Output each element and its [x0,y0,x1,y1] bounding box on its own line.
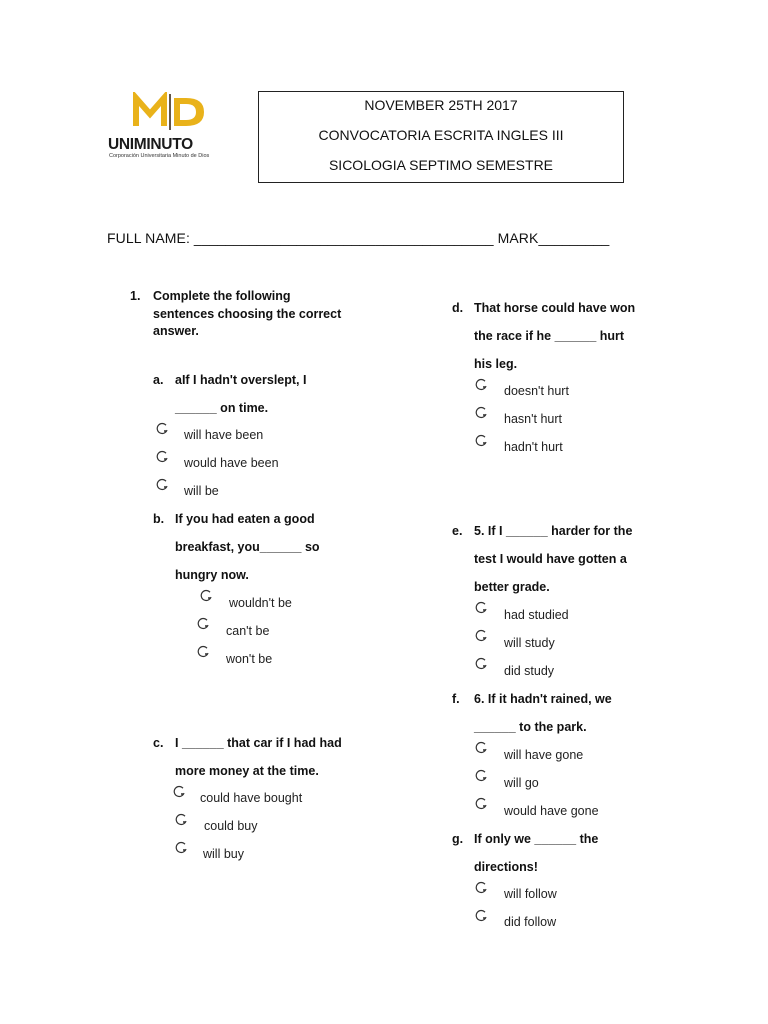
radio-button-icon[interactable] [475,797,488,810]
logo-tagline: Corporación Universitaria Minuto de Dios [109,153,210,159]
question-g-line-2: directions! [474,860,538,874]
question-f-line-2: ______ to the park. [474,720,587,734]
radio-button-icon[interactable] [175,841,188,854]
question-f-line-1: 6. If it hadn't rained, we [474,692,612,706]
question-e-letter: e. [452,524,463,538]
question-a-line-1: aIf I hadn't overslept, I [175,373,307,387]
instruction-number: 1. [130,289,141,303]
uniminuto-logo [106,92,221,162]
question-c-line-1: I ______ that car if I had had [175,736,342,750]
question-c-line-2: more money at the time. [175,764,319,778]
question-d-option-2: hasn't hurt [504,412,562,426]
question-b-line-1: If you had eaten a good [175,512,315,526]
radio-button-icon[interactable] [156,450,169,463]
instruction-line-1: Complete the following [153,289,291,303]
question-g-line-1: If only we ______ the [474,832,599,846]
exam-header [258,91,624,183]
question-b-option-3: won't be [226,652,273,666]
question-g-option-2: did follow [504,915,557,929]
radio-button-icon[interactable] [156,422,169,435]
radio-button-icon[interactable] [175,813,188,826]
question-d-option-3: hadn't hurt [504,440,563,454]
question-a-option-1: will have been [184,428,264,442]
question-d-option-1: doesn't hurt [504,384,569,398]
radio-button-icon[interactable] [475,741,488,754]
question-c-letter: c. [153,736,164,750]
question-g-option-1: will follow [504,887,557,901]
question-e-line-3: better grade. [474,580,550,594]
radio-button-icon[interactable] [197,645,210,658]
radio-button-icon[interactable] [475,657,488,670]
question-b-option-1: wouldn't be [229,596,292,610]
question-d-line-1: That horse could have won [474,301,636,315]
radio-button-icon[interactable] [475,601,488,614]
exam-subtitle: SICOLOGIA SEPTIMO SEMESTRE [328,157,554,173]
question-f-letter: f. [452,692,460,706]
question-f-option-2: will go [504,776,539,790]
question-e-line-2: test I would have gotten a [474,552,627,566]
question-f-option-3: would have gone [504,804,599,818]
instruction-line-3: answer. [153,324,199,338]
logo-brand-text: UNIMINUTO [108,136,193,153]
question-g-letter: g. [452,832,464,846]
radio-button-icon[interactable] [156,478,169,491]
question-d-letter: d. [452,301,464,315]
question-b-letter: b. [153,512,165,526]
radio-button-icon[interactable] [475,881,488,894]
question-a-option-3: will be [184,484,219,498]
question-e-line-1: 5. If I ______ harder for the [474,524,633,538]
radio-button-icon[interactable] [475,406,488,419]
radio-button-icon[interactable] [475,434,488,447]
instruction-line-2: sentences choosing the correct [153,307,342,321]
md-logo-icon [130,92,220,130]
question-e-option-2: will study [504,636,555,650]
question-c-option-3: will buy [203,847,244,861]
exam-date: NOVEMBER 25TH 2017 [364,97,518,113]
question-c-option-1: could have bought [200,791,303,805]
question-a-letter: a. [153,373,164,387]
question-d-line-3: his leg. [474,357,518,371]
question-e-option-3: did study [504,664,555,678]
question-a-option-2: would have been [184,456,279,470]
question-b-line-2: breakfast, you______ so [175,540,320,554]
question-d-line-2: the race if he ______ hurt [474,329,625,343]
radio-button-icon[interactable] [200,589,213,602]
question-f-option-1: will have gone [504,748,584,762]
radio-button-icon[interactable] [475,909,488,922]
full-name-field[interactable]: FULL NAME: ______________________________________ MARK_________ [107,230,610,246]
question-c-option-2: could buy [204,819,258,833]
radio-button-icon[interactable] [475,769,488,782]
question-e-option-1: had studied [504,608,569,622]
radio-button-icon[interactable] [197,617,210,630]
question-a-line-2: ______ on time. [175,401,269,415]
radio-button-icon[interactable] [475,378,488,391]
question-b-option-2: can't be [226,624,270,638]
radio-button-icon[interactable] [173,785,186,798]
question-b-line-3: hungry now. [175,568,249,582]
exam-title: CONVOCATORIA ESCRITA INGLES III [318,127,564,143]
radio-button-icon[interactable] [475,629,488,642]
